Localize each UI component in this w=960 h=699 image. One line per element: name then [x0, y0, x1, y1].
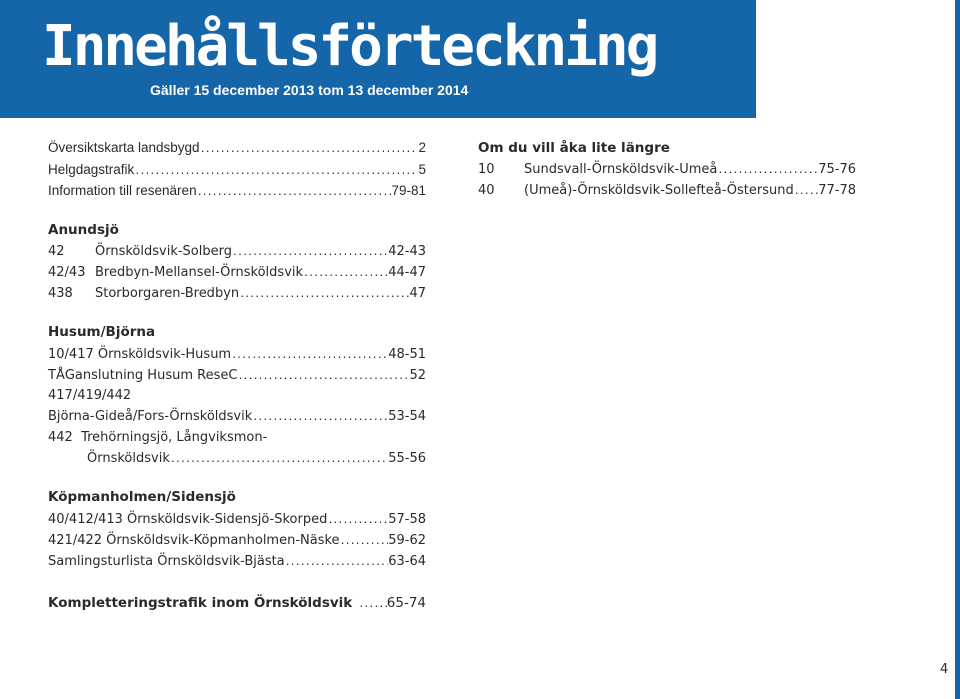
toc-entry[interactable]: 10 Sundsvall-Örnsköldsvik-Umeå ..... 75-76: [478, 160, 856, 180]
page-title: Innehållsförteckning: [42, 14, 657, 79]
section-heading-husum: Husum/Björna: [48, 324, 156, 340]
toc-entry-line1: 417/419/442: [48, 388, 132, 403]
page-number: 4: [940, 662, 949, 677]
toc-entry[interactable]: 40/412/413 Örnsköldsvik-Sidensjö-Skorped ..... 57-58: [48, 510, 426, 530]
toc-entry[interactable]: Helgdagstrafik ..... 5: [48, 160, 426, 180]
header-banner: [0, 0, 756, 118]
right-edge-bar: [955, 0, 960, 699]
toc-entry[interactable]: Björna-Gideå/Fors-Örnsköldsvik ..... 53-54: [48, 407, 426, 427]
toc-entry[interactable]: 10/417 Örnsköldsvik-Husum ..... 48-51: [48, 345, 426, 365]
validity-subtitle: Gäller 15 december 2013 tom 13 december 2014: [150, 82, 469, 98]
toc-entry[interactable]: Information till resenären ..... 79-81: [48, 181, 426, 201]
toc-entry[interactable]: 40 (Umeå)-Örnsköldsvik-Sollefteå-Östersund ..... 77-78: [478, 181, 856, 201]
toc-entry[interactable]: 438 Storborgaren-Bredbyn ..... 47: [48, 284, 426, 304]
toc-entry-komplettering[interactable]: Kompletteringstrafik inom Örnsköldsvik ..... 65-74: [48, 593, 426, 613]
section-heading-longer: Om du vill åka lite längre: [478, 140, 670, 156]
toc-entry[interactable]: 421/422 Örnsköldsvik-Köpmanholmen-Näske ..... 59-62: [48, 531, 426, 551]
section-heading-anundsjo: Anundsjö: [48, 222, 119, 238]
toc-entry-line1: 442 Trehörningsjö, Långviksmon-: [48, 430, 268, 445]
toc-entry[interactable]: TÅGanslutning Husum ReseC ..... 52: [48, 366, 426, 386]
toc-entry[interactable]: Örnsköldsvik ..... 55-56: [87, 449, 426, 469]
toc-entry[interactable]: 42 Örnsköldsvik-Solberg ..... 42-43: [48, 242, 426, 262]
toc-entry[interactable]: 42/43 Bredbyn-Mellansel-Örnsköldsvik ..... 44-47: [48, 263, 426, 283]
toc-entry[interactable]: Översiktskarta landsbygd ..... 2: [48, 138, 426, 158]
toc-entry[interactable]: Samlingsturlista Örnsköldsvik-Bjästa ..... 63-64: [48, 552, 426, 572]
section-heading-kopmanholmen: Köpmanholmen/Sidensjö: [48, 489, 236, 505]
